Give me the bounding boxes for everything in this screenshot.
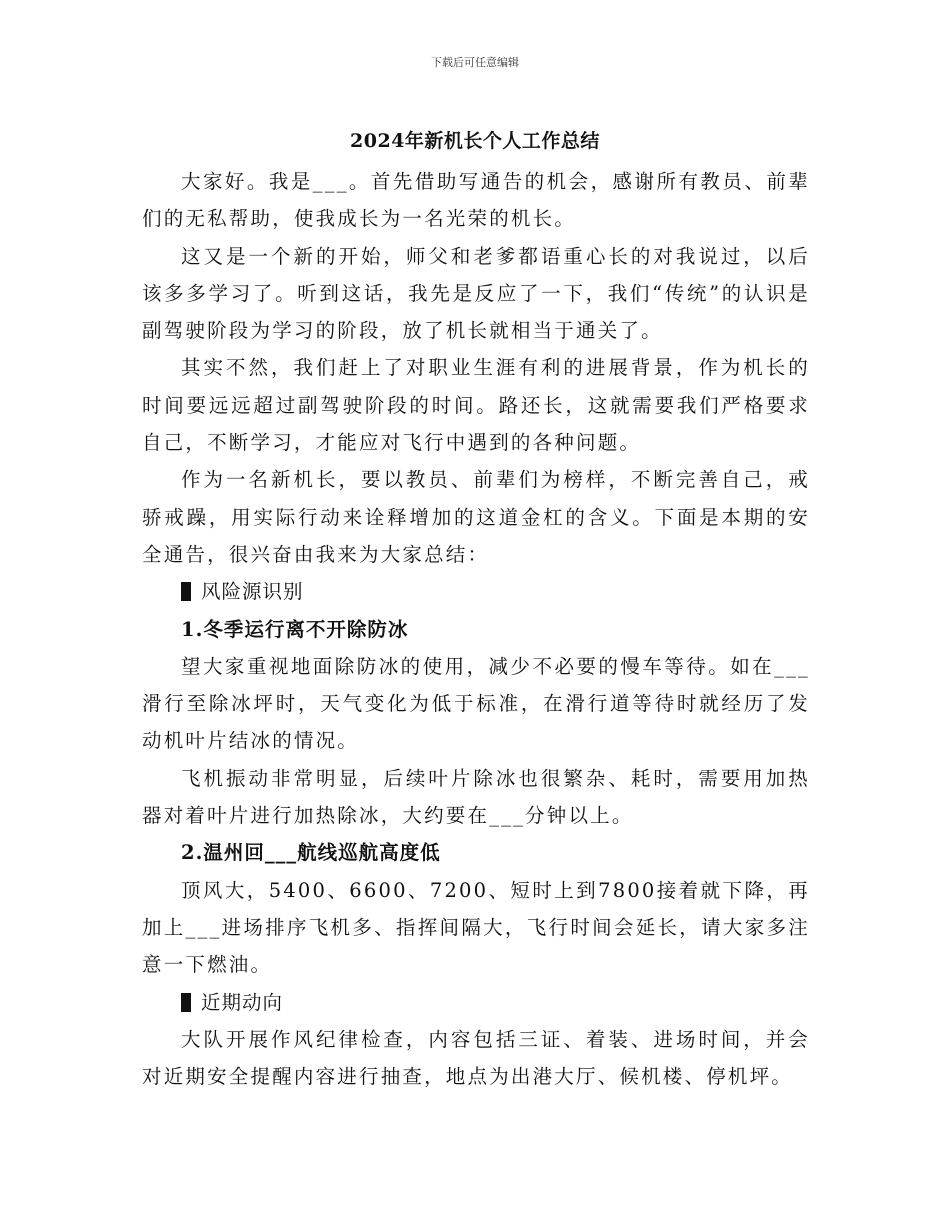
section-label: 风险源识别 — [201, 580, 304, 604]
paragraph: 顶风大，5400、6600、7200、短时上到7800接着就下降，再加上___进场排序飞机多、指挥间隔大，飞行时间会延长，请大家多注意一下燃油。 — [142, 878, 810, 977]
page-title: 2024年新机长个人工作总结 — [350, 130, 600, 152]
paragraph: 飞机振动非常明显，后续叶片除冰也很繁杂、耗时，需要用加热器对着叶片进行加热除冰，大约要在___分钟以上。 — [142, 766, 810, 828]
section-bar-icon — [181, 582, 191, 601]
paragraph: 其实不然，我们赶上了对职业生涯有利的进展背景，作为机长的时间要远远超过副驾驶阶段的时间。路还长，这就需要我们严格要求自己，不断学习，才能应对飞行中遇到的各种问题。 — [142, 356, 810, 455]
paragraph: 望大家重视地面除防冰的使用，减少不必要的慢车等待。如在___滑行至除冰坪时，天气变化为低于标准，在滑行道等待时就经历了发动机叶片结冰的情况。 — [142, 654, 810, 753]
section-recent-trends — [142, 984, 810, 1021]
section-bar-icon — [181, 993, 191, 1012]
paragraph: 这又是一个新的开始，师父和老爹都语重心长的对我说过，以后该多多学习了。听到这话，我先是反应了一下，我们“传统”的认识是副驾驶阶段为学习的阶段，放了机长就相当于通关了。 — [142, 244, 810, 343]
paragraph: 作为一名新机长，要以教员、前辈们为榜样，不断完善自己，戒骄戒躁，用实际行动来诠释增加的这道金杠的含义。下面是本期的安全通告，很兴奋由我来为大家总结： — [142, 468, 810, 566]
heading-winter-deicing: 1.冬季运行离不开除防冰 — [181, 617, 409, 641]
paragraph: 大家好。我是___。首先借助写通告的机会，感谢所有教员、前辈们的无私帮助，使我成长为一名光荣的机长。 — [142, 170, 810, 231]
header-note: 下载后可任意编辑 — [431, 56, 519, 69]
section-risk-identification — [142, 573, 810, 610]
document-body — [142, 163, 810, 1095]
heading-wenzhou-route: 2.温州回___航线巡航高度低 — [181, 841, 441, 865]
section-label: 近期动向 — [201, 990, 284, 1014]
paragraph: 大队开展作风纪律检查，内容包括三证、着装、进场时间，并会对近期安全提醒内容进行抽查，地点为出港大厅、候机楼、停机坪。 — [142, 1027, 810, 1089]
